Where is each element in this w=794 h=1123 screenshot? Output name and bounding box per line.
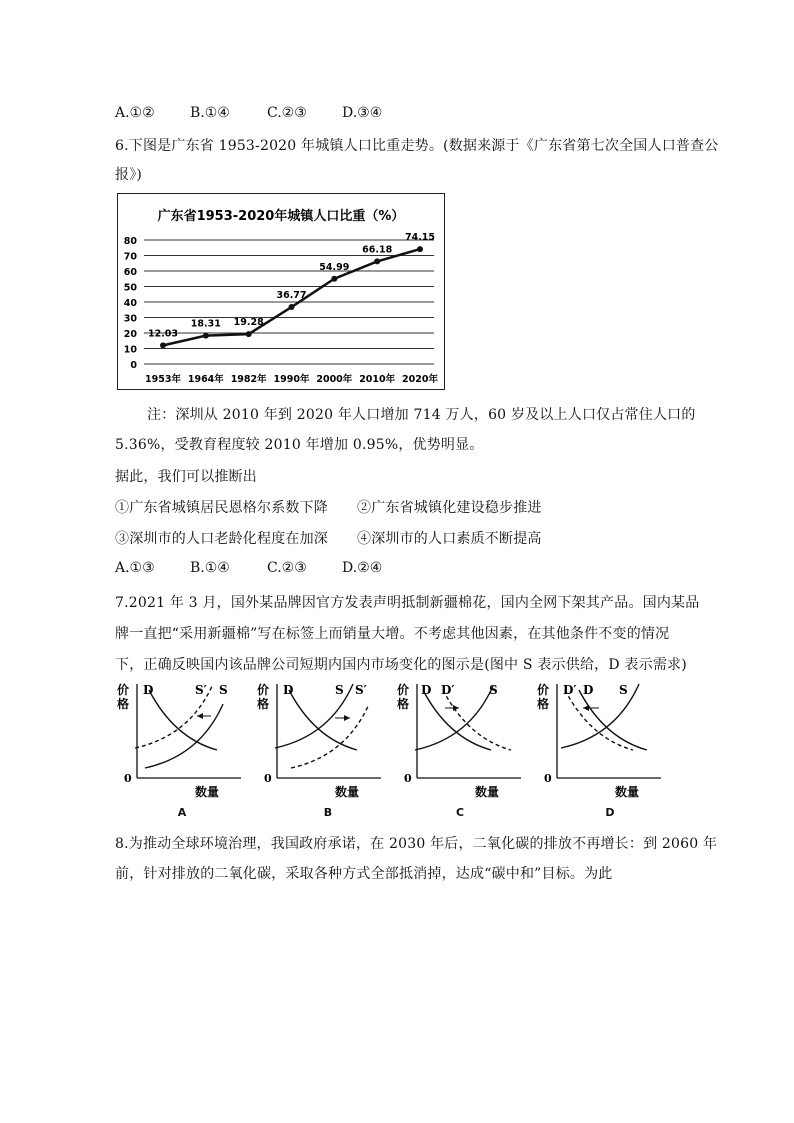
q6-stem-line1: 6.下图是广东省 1953-2020 年城镇人口比重走势。(数据来源于《广东省第七次全国人口普查公 (115, 138, 719, 154)
curve-label: S (619, 683, 628, 697)
quantity-axis-label: 数量 (615, 785, 640, 799)
q6-statement-1: ①广东省城镇居民恩格尔系数下降 (115, 500, 328, 516)
data-label: 12.03 (147, 328, 179, 340)
y-tick-label: 20 (123, 329, 137, 340)
price-axis-label: 价 (537, 683, 550, 697)
graph-svg (395, 678, 525, 808)
y-tick-label: 80 (123, 236, 137, 247)
supply-demand-graph-c (395, 678, 525, 808)
origin-label: 0 (544, 772, 552, 785)
q5-option-d: D.③④ (342, 105, 383, 121)
supply-curve (145, 704, 223, 768)
data-label: 54.99 (319, 261, 350, 273)
price-axis-label: 格 (257, 697, 270, 711)
quantity-axis-label: 数量 (195, 785, 220, 799)
supply-demand-graph-d (535, 678, 665, 808)
demand-curve (289, 690, 357, 750)
y-tick-label: 30 (123, 313, 137, 325)
q6-note-line1: 注：深圳从 2010 年到 2020 年人口增加 714 万人，60 岁及以上人口仅占常住人口的 (147, 407, 696, 423)
shift-arrow-head (583, 705, 589, 711)
data-label: 18.31 (190, 318, 221, 330)
urban-population-chart (117, 193, 445, 390)
price-axis-label: 格 (397, 697, 410, 711)
curve-label: S′ (355, 683, 367, 697)
graph-b-label: B (323, 806, 333, 819)
y-tick-label: 10 (123, 344, 137, 356)
q5-option-c: C.②③ (267, 105, 307, 121)
price-axis-label: 价 (117, 683, 130, 697)
demand-curve-shifted (443, 690, 511, 750)
data-label: 36.77 (276, 290, 307, 302)
origin-label: 0 (124, 772, 132, 785)
q6-stem-line2: 报》) (115, 167, 143, 183)
graph-svg (255, 678, 385, 808)
y-tick-label: 0 (130, 360, 137, 371)
curve-label: S (219, 683, 228, 697)
price-axis-label: 格 (537, 697, 550, 711)
data-label: 74.15 (404, 232, 436, 244)
q7-stem-line2: 牌一直把“采用新疆棉”写在标签上而销量大增。不考虑其他因素，在其他条件不变的情况 (115, 626, 670, 642)
price-axis-label: 价 (257, 683, 270, 697)
chart-svg (118, 194, 444, 389)
shift-arrow-head (197, 713, 203, 719)
q5-option-a: A.①② (115, 105, 155, 121)
graph-svg (535, 678, 665, 808)
shift-arrow-head (344, 715, 350, 721)
curve-label: S′ (195, 683, 207, 697)
q6-option-a: A.①③ (115, 560, 155, 576)
price-axis-label: 价 (397, 683, 410, 697)
q7-stem-line1: 7.2021 年 3 月，国外某品牌因官方发表声明抵制新疆棉花，国内全网下架其产品。国内某品 (115, 595, 700, 611)
x-tick-label: 1953年 (145, 374, 181, 385)
data-point (289, 304, 295, 310)
graph-a-label: A (177, 806, 187, 819)
y-tick-label: 40 (123, 298, 137, 309)
curve-label: D′ (441, 683, 455, 697)
x-tick-label: 1964年 (187, 374, 224, 385)
x-tick-label: 2010年 (359, 374, 396, 385)
curve-label: S (335, 683, 344, 697)
q7-stem-line3: 下，正确反映国内该品牌公司短期内国内市场变化的图示是(图中 S 表示供给，D 表示需求) (115, 657, 687, 673)
origin-label: 0 (404, 772, 412, 785)
price-axis-label: 格 (117, 697, 130, 711)
curve-label: D (283, 683, 294, 697)
q6-option-b: B.①④ (190, 560, 230, 576)
x-tick-label: 1990年 (273, 374, 310, 385)
curve-label: D (583, 683, 594, 697)
data-point (374, 258, 380, 264)
y-tick-label: 50 (123, 282, 137, 294)
supply-curve-shifted (291, 704, 369, 768)
graph-svg (115, 678, 245, 808)
data-point (203, 333, 209, 339)
supply-demand-graph-b (255, 678, 385, 808)
x-tick-label: 2020年 (402, 374, 438, 385)
y-tick-label: 60 (123, 267, 137, 278)
q6-option-c: C.②③ (267, 560, 307, 576)
demand-curve (579, 690, 647, 750)
quantity-axis-label: 数量 (335, 785, 360, 799)
data-point (417, 246, 423, 252)
data-point (331, 276, 337, 282)
q6-statement-4: ④深圳市的人口素质不断提高 (357, 531, 542, 547)
data-label: 19.28 (233, 317, 264, 329)
x-tick-label: 2000年 (316, 374, 353, 385)
curve-label: D′ (563, 683, 577, 697)
demand-curve (423, 690, 491, 750)
graph-c-label: C (455, 806, 465, 819)
q6-statement-3: ③深圳市的人口老龄化程度在加深 (115, 531, 328, 547)
q6-note-line2: 5.36%，受教育程度较 2010 年增加 0.95%，优势明显。 (115, 437, 484, 453)
y-tick-label: 70 (123, 251, 137, 263)
origin-label: 0 (264, 772, 272, 785)
data-label: 66.18 (362, 244, 393, 256)
graph-d-label: D (605, 806, 615, 819)
q6-statement-2: ②广东省城镇化建设稳步推进 (357, 500, 542, 516)
q6-prompt: 据此，我们可以推断出 (115, 469, 257, 485)
chart-title: 广东省1953-2020年城镇人口比重（%） (157, 209, 405, 224)
curve-label: D (143, 683, 154, 697)
q8-stem-line2: 前，针对排放的二氧化碳，采取各种方式全部抵消掉，达成“碳中和”目标。为此 (115, 866, 613, 882)
data-point (160, 342, 166, 348)
q6-option-d: D.②④ (342, 560, 383, 576)
x-tick-label: 1982年 (230, 374, 267, 385)
curve-label: S (489, 683, 498, 697)
q8-stem-line1: 8.为推动全球环境治理，我国政府承诺，在 2030 年后，二氧化碳的排放不再增长：到 2060 年 (115, 836, 718, 852)
data-point (246, 331, 252, 337)
supply-demand-graph-a (115, 678, 245, 808)
q5-option-b: B.①④ (190, 105, 230, 121)
curve-label: D (421, 683, 432, 697)
quantity-axis-label: 数量 (475, 785, 500, 799)
demand-curve (149, 690, 217, 750)
